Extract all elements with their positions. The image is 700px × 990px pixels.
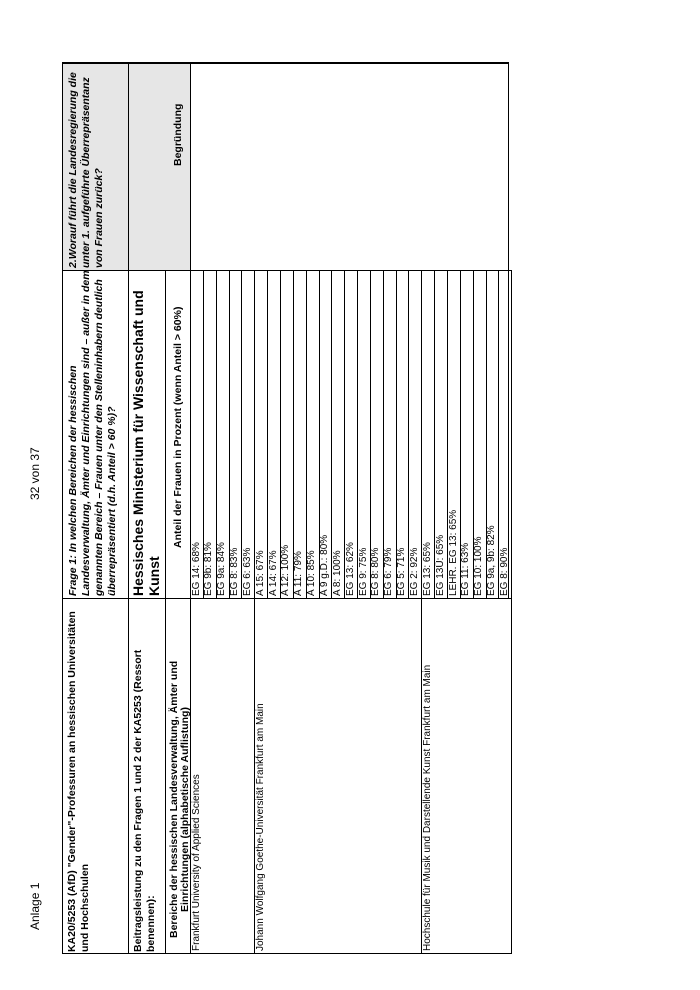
entry-value: EG 9a: 84%	[216, 542, 228, 596]
anteil-header: Anteil der Frauen in Prozent (wenn Anteil > 60%)	[172, 306, 184, 548]
beitrag-line-1: Beitragsleistung zu den Fragen 1 und 2 der KA5253 (Ressort	[132, 649, 144, 952]
frage1-line-4: überrepräsentiert (d.h. Anteil > 60 %)?	[106, 406, 118, 596]
beitrag-line-2: benennen):	[145, 895, 157, 952]
frage1-line-1: Frage 1: In welchen Bereichen der hessischen	[67, 365, 79, 596]
column-divider	[190, 270, 511, 271]
table-bottom	[190, 953, 511, 954]
ministry-line-1: Hessisches Ministerium für Wissenschaft und	[130, 290, 146, 596]
group-divider	[511, 598, 512, 954]
frage2-line-3: von Frauen zurück?	[93, 168, 105, 268]
entry-value: A 10: 85%	[306, 550, 318, 596]
entry-value: EG 9: 75%	[357, 547, 369, 596]
entry-divider	[331, 270, 332, 598]
entry-value: LEHR. EG 13: 65%	[447, 509, 459, 596]
group-name: Frankfurt University of Applied Sciences	[191, 774, 202, 951]
entry-value: EG 13: 62%	[344, 542, 356, 596]
ministry-line-2: Kunst	[146, 556, 162, 596]
title-line-1: KA20/5253 (AfD) "Gender"-Professuren an hessischen Universitäten	[66, 611, 78, 952]
entry-value: EG 10: 100%	[473, 536, 485, 596]
frage2-line-2: unter 1. aufgeführte Überrepräsentanz	[80, 77, 92, 268]
frage1-line-2: Landesverwaltung, Ämter und Einrichtungen sind – außer in dem	[80, 270, 92, 596]
entry-value: A 11: 79%	[293, 551, 305, 596]
group-name: Hochschule für Musik und Darstellende Kunst Frankfurt am Main	[422, 664, 434, 951]
page-number: 32 von 37	[28, 447, 42, 500]
entry-value: EG 8: 83%	[229, 547, 241, 596]
entry-value: A 8: 100%	[331, 550, 343, 596]
entry-value: A 14: 67%	[267, 550, 279, 596]
entry-value: A 12: 100%	[280, 544, 292, 596]
entry-divider	[293, 270, 294, 598]
frage1-line-3: genannten Bereich – Frauen unter den Stelleninhabern deutlich	[93, 279, 105, 596]
entry-divider	[511, 270, 512, 598]
entry-value: EG 14: 68%	[190, 542, 202, 596]
entry-divider	[254, 270, 255, 598]
entry-value: EG 2: 92%	[408, 547, 420, 596]
entry-value: EG 5: 71%	[396, 547, 408, 596]
anlage-label: Anlage 1	[28, 882, 42, 930]
title-line-2: und Hochschulen	[79, 863, 91, 952]
entry-value: EG 6: 63%	[241, 547, 253, 596]
entry-value: EG 13Ü: 65%	[434, 534, 446, 596]
column-divider	[190, 598, 511, 599]
bereiche-line-2: Einrichtungen (alphabetische Auflistung)	[179, 707, 191, 912]
entry-value: EG 8: 90%	[498, 547, 510, 596]
entry-value: A 9 g.D.: 80%	[319, 534, 330, 596]
entry-divider	[267, 270, 268, 598]
entry-value: EG 6: 79%	[383, 547, 395, 596]
bereiche-line-1: Bereiche der hessischen Landesverwaltung, Ämter und	[168, 660, 180, 938]
entry-value: EG 9b: 81%	[203, 542, 215, 596]
frage2-line-1: 2.Worauf führt die Landesregierung die	[67, 72, 79, 268]
entry-value: A 15: 67%	[254, 550, 266, 596]
entry-value: EG 11: 63%	[460, 542, 472, 596]
begruendung-header: Begründung	[172, 103, 184, 166]
entry-value: EG 13: 65%	[421, 542, 433, 596]
entry-value: EG 8: 80%	[370, 547, 382, 596]
group-name: Johann Wolfgang Goethe-Universität Frankfurt am Main	[255, 703, 267, 951]
entry-value: EG 9a, 9b: 82%	[486, 525, 498, 596]
entry-divider	[306, 270, 307, 598]
